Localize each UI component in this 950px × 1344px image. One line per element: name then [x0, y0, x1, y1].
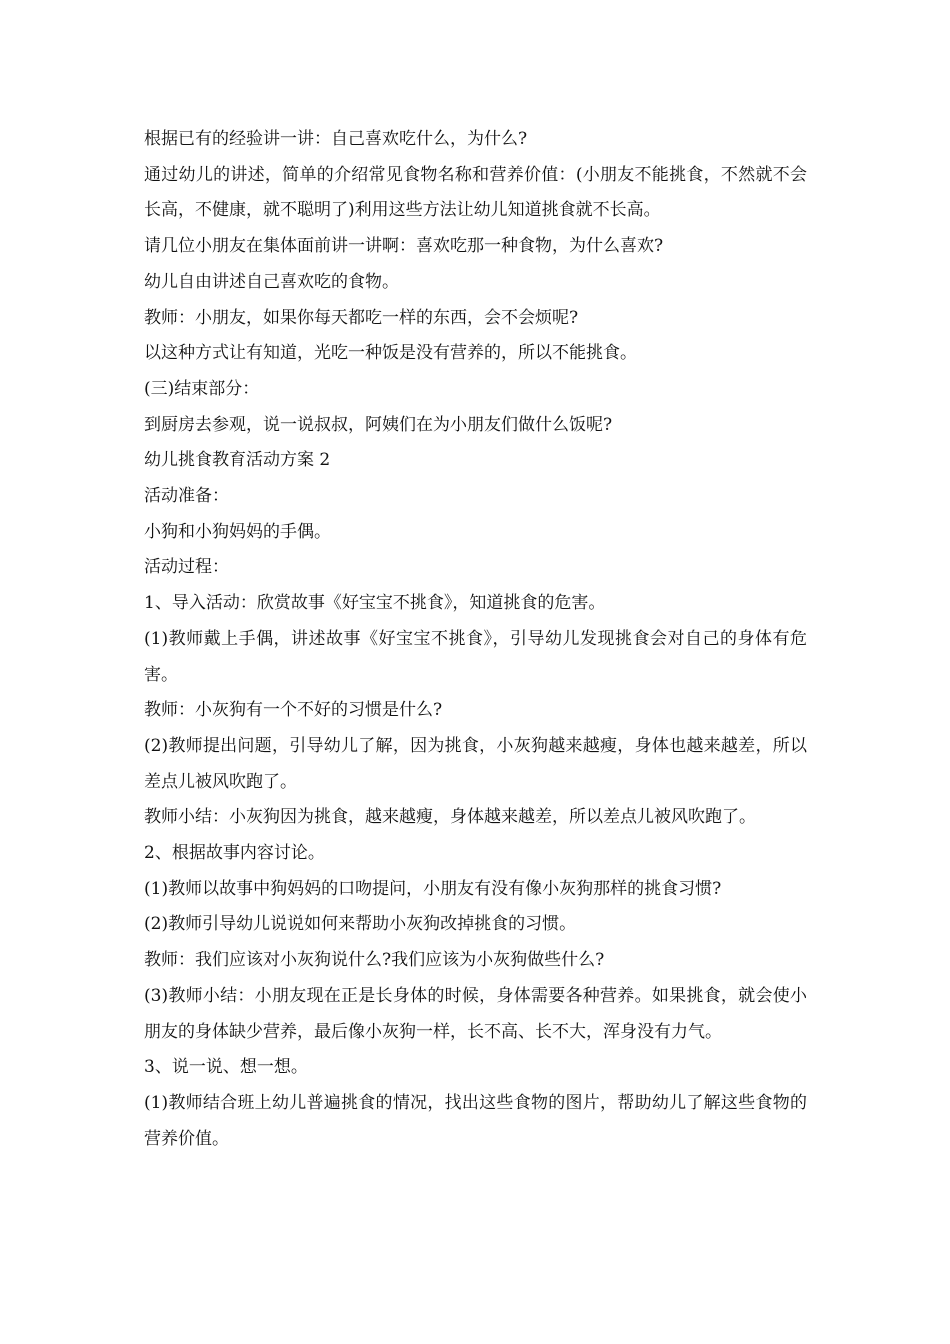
paragraph-step-2-3: (3)教师小结：小朋友现在正是长身体的时候，身体需要各种营养。如果挑食，就会使小朋友的身体缺少营养，最后像小灰狗一样，长不高、长不大，浑身没有力气。	[144, 985, 807, 1042]
paragraph-step-1-2: (2)教师提出问题，引导幼儿了解，因为挑食，小灰狗越来越瘦，身体也越来越差，所以差点儿被风吹跑了。	[144, 735, 807, 792]
paragraph-closing-section: (三)结束部分：	[144, 378, 260, 399]
paragraph-teacher-summary-1: 教师小结：小灰狗因为挑食，越来越瘦，身体越来越差，所以差点儿被风吹跑了。	[144, 807, 756, 828]
paragraph-step-3: 3、说一说、想一想。	[144, 1057, 308, 1078]
paragraph-teacher-habit-question: 教师：小灰狗有一个不好的习惯是什么?	[144, 700, 443, 721]
paragraph-teacher-question: 教师：小朋友，如果你每天都吃一样的东西，会不会烦呢?	[144, 307, 579, 328]
paragraph-experience-question: 根据已有的经验讲一讲：自己喜欢吃什么，为什么?	[144, 129, 528, 149]
paragraph-hand-puppets: 小狗和小狗妈妈的手偶。	[144, 521, 331, 542]
paragraph-step-2: 2、根据故事内容讨论。	[144, 843, 325, 864]
paragraph-process-heading: 活动过程：	[144, 557, 229, 578]
paragraph-teacher-help-question: 教师：我们应该对小灰狗说什么?我们应该为小灰狗做些什么?	[144, 950, 605, 971]
paragraph-step-1-1: (1)教师戴上手偶，讲述故事《好宝宝不挑食》，引导幼儿发现挑食会对自己的身体有危害。	[144, 628, 807, 685]
paragraph-kitchen-visit: 到厨房去参观，说一说叔叔，阿姨们在为小朋友们做什么饭呢?	[144, 414, 613, 435]
paragraph-step-2-2: (2)教师引导幼儿说说如何来帮助小灰狗改掉挑食的习惯。	[144, 914, 577, 935]
paragraph-step-3-1: (1)教师结合班上幼儿普遍挑食的情况，找出这些食物的图片，帮助幼儿了解这些食物的营养价值。	[144, 1092, 807, 1149]
paragraph-step-1: 1、导入活动：欣赏故事《好宝宝不挑食》，知道挑食的危害。	[144, 593, 606, 614]
paragraph-no-picky-eating: 以这种方式让有知道，光吃一种饭是没有营养的，所以不能挑食。	[144, 343, 637, 364]
paragraph-preparation-heading: 活动准备：	[144, 486, 229, 507]
document-body	[144, 122, 807, 1157]
paragraph-step-2-1: (1)教师以故事中狗妈妈的口吻提问，小朋友有没有像小灰狗那样的挑食习惯?	[144, 878, 722, 899]
paragraph-group-sharing: 请几位小朋友在集体面前讲一讲啊：喜欢吃那一种食物，为什么喜欢?	[144, 236, 664, 257]
paragraph-food-nutrition-intro: 通过幼儿的讲述，简单的介绍常见食物名称和营养价值：(小朋友不能挑食，不然就不会长高，不健康，就不聪明了)利用这些方法让幼儿知道挑食就不长高。	[144, 164, 807, 221]
paragraph-free-talk: 幼儿自由讲述自己喜欢吃的食物。	[144, 271, 399, 292]
section-title-plan-2: 幼儿挑食教育活动方案 2	[144, 450, 331, 471]
